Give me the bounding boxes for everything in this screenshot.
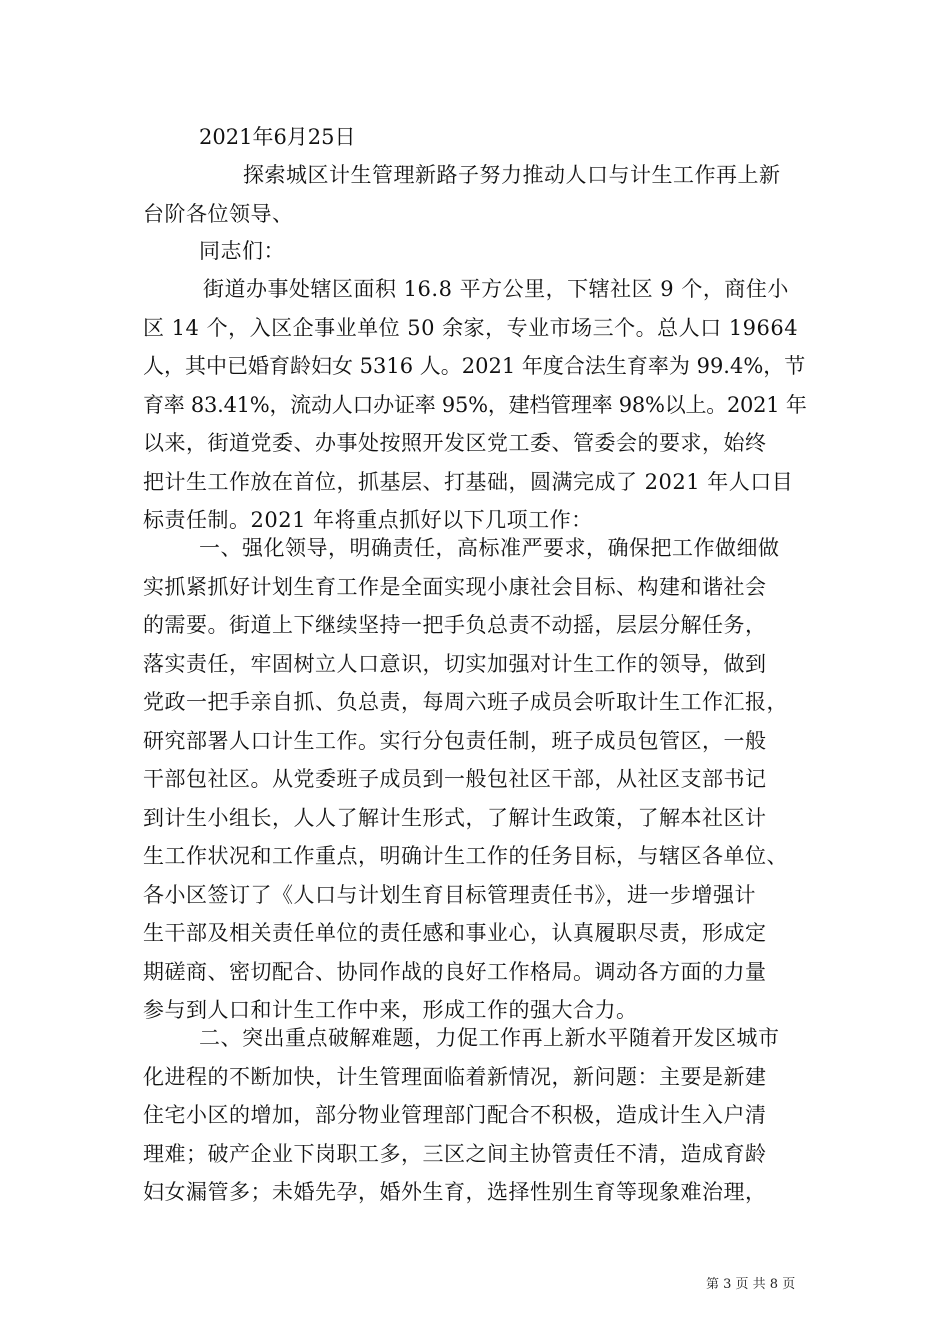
paragraph-line: 研究部署人口计生工作。实行分包责任制，班子成员包管区，一般 [143,728,767,753]
paragraph-line: 期磋商、密切配合、协同作战的良好工作格局。调动各方面的力量 [143,959,767,984]
paragraph-line: 妇女漏管多；未婚先孕，婚外生育，选择性别生育等现象难治理， [143,1180,767,1204]
paragraph-line: 的需要。街道上下继续坚持一把手负总责不动摇，层层分解任务， [143,613,767,637]
salutation [143,232,808,271]
document-date: 2021年6月25日 [199,125,356,149]
paragraph-line: 住宅小区的增加，部分物业管理部门配合不积极，造成计生入户清 [143,1103,767,1127]
paragraph-line: 区 14 个，入区企事业单位 50 余家，专业市场三个。总人口 19664 [143,315,799,340]
paragraph-line: 以来，街道党委、办事处按照开发区党工委、管委会的要求，始终 [143,431,767,455]
paragraph-line: 到计生小组长，人人了解计生形式，了解计生政策，了解本社区计 [143,805,767,830]
paragraph-line: 党政一把手亲自抓、负总责，每周六班子成员会听取计生工作汇报， [143,690,788,714]
document-title [143,156,808,233]
title-line: 探索城区计生管理新路子努力推动人口与计生工作再上新 [243,163,781,187]
salutation-text: 同志们： [199,239,285,263]
paragraph-overview [143,270,808,540]
paragraph-line: 生工作状况和工作重点，明确计生工作的任务目标，与辖区各单位、 [143,844,788,868]
paragraph-line: 落实责任，牢固树立人口意识，切实加强对计生工作的领导，做到 [143,651,767,676]
paragraph-line: 理难；破产企业下岗职工多，三区之间主协管责任不清，造成育龄 [143,1141,767,1166]
paragraph-key-issues [143,1019,808,1212]
paragraph-line: 一、强化领导，明确责任，高标准严要求，确保把工作做细做 [199,536,780,560]
paragraph-line: 实抓紧抓好计划生育工作是全面实现小康社会目标、构建和谐社会 [143,574,767,599]
paragraph-line: 化进程的不断加快，计生管理面临着新情况，新问题：主要是新建 [143,1064,767,1089]
paragraph-leadership [143,529,808,1030]
paragraph-line: 标责任制。2021 年将重点抓好以下几项工作： [143,508,593,532]
paragraph-line: 生干部及相关责任单位的责任感和事业心，认真履职尽责，形成定 [143,921,767,945]
paragraph-line: 育率 83.41%，流动人口办证率 95%，建档管理率 98%以上。2021 年 [143,392,807,417]
paragraph-line: 把计生工作放在首位，抓基层、打基础，圆满完成了 2021 年人口目 [143,469,794,494]
title-line: 台阶各位领导、 [143,201,294,226]
paragraph-line: 人，其中已婚育龄妇女 5316 人。2021 年度合法生育率为 99.4%，节 [143,354,806,378]
page-number-footer: 第 3 页 共 8 页 [706,1277,796,1292]
paragraph-line: 街道办事处辖区面积 16.8 平方公里，下辖社区 9 个，商住小 [203,277,789,301]
paragraph-line: 参与到人口和计生工作中来，形成工作的强大合力。 [143,998,638,1022]
paragraph-line: 干部包社区。从党委班子成员到一般包社区干部，从社区支部书记 [143,767,767,791]
paragraph-line: 二、突出重点破解难题，力促工作再上新水平随着开发区城市 [199,1026,780,1050]
paragraph-line: 各小区签订了《人口与计划生育目标管理责任书》，进一步增强计 [143,882,756,907]
